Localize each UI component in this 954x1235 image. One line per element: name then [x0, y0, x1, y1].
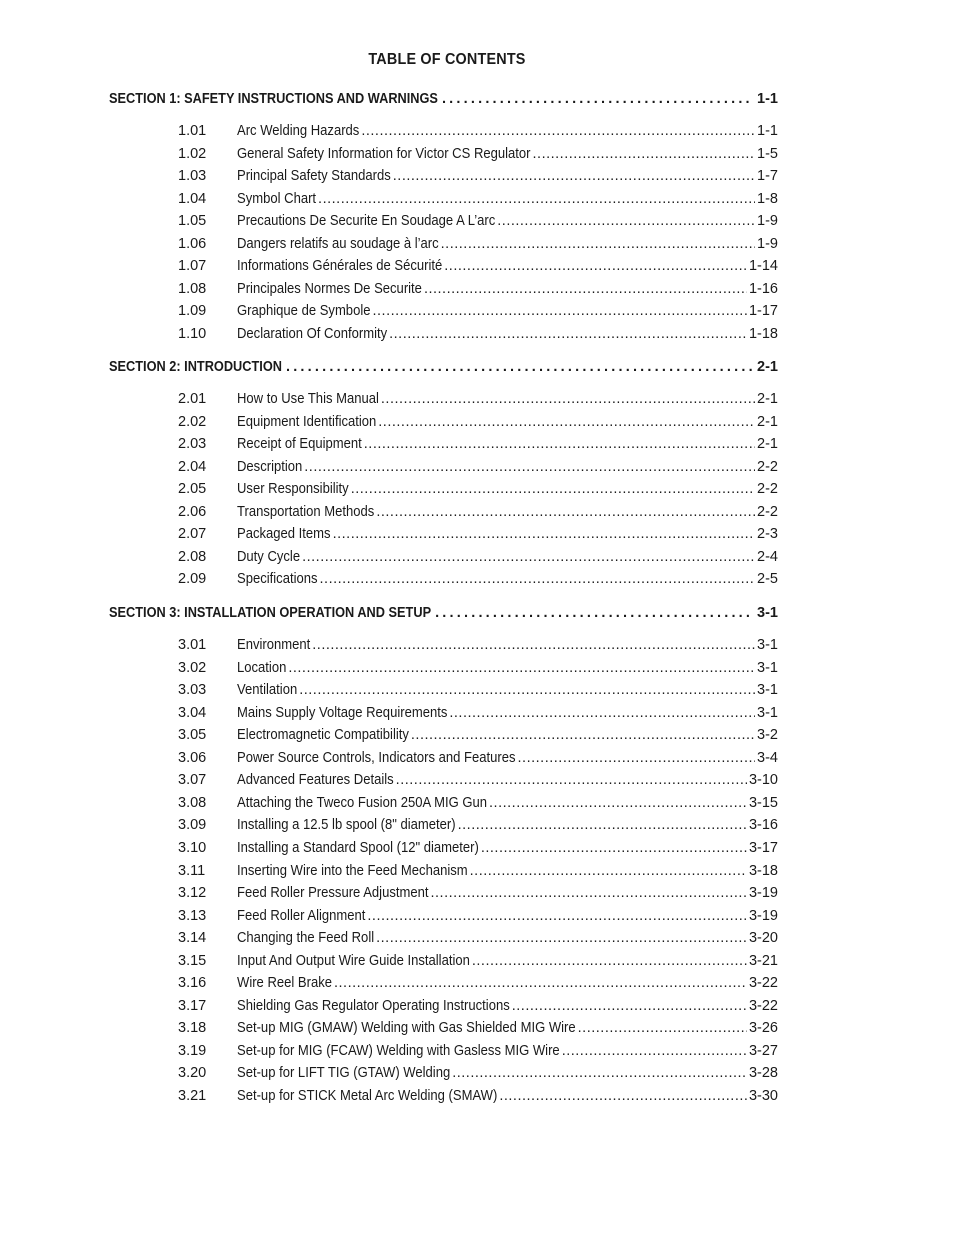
- entry-title-wrap: [237, 549, 300, 565]
- entry-number: 3.10: [178, 839, 207, 856]
- entry-title-wrap: [237, 772, 394, 788]
- entry-title: Equipment Identification: [237, 413, 377, 430]
- entry-title: Graphique de Symbole: [237, 303, 371, 320]
- entry-title-wrap: [237, 504, 374, 520]
- toc-entry[interactable]: [178, 727, 778, 747]
- dot-leader: [470, 863, 747, 879]
- entry-number: 3.17: [178, 997, 207, 1014]
- entry-title: Declaration Of Conformity: [237, 325, 388, 342]
- entry-title: Installing a Standard Spool (12" diameter): [237, 839, 479, 856]
- toc-entry[interactable]: [178, 908, 778, 928]
- entry-page-number: 1-9: [757, 213, 778, 230]
- entry-title: Principal Safety Standards: [237, 168, 391, 185]
- entry-page-number: 3-18: [748, 862, 778, 879]
- entry-page-number: 3-21: [748, 952, 778, 969]
- dot-leader: [472, 953, 747, 969]
- toc-entry[interactable]: [178, 885, 778, 905]
- entry-title-wrap: [237, 168, 391, 184]
- entry-title: Informations Générales de Sécurité: [237, 258, 443, 275]
- entry-title-wrap: [237, 975, 332, 991]
- section-heading-3[interactable]: [109, 605, 778, 625]
- toc-entry[interactable]: [178, 414, 778, 434]
- toc-entry[interactable]: [178, 549, 778, 569]
- entry-page-number: 3-27: [748, 1042, 778, 1059]
- toc-entry[interactable]: [178, 459, 778, 479]
- entry-number: 2.09: [178, 571, 207, 588]
- section-heading-title-wrap: [109, 605, 431, 621]
- dot-leader: [518, 750, 756, 766]
- section-heading-title: SECTION 3: INSTALLATION OPERATION AND SETUP: [109, 605, 432, 621]
- entry-title: Set-up for MIG (FCAW) Welding with Gasless MIG Wire: [237, 1042, 560, 1059]
- entry-number: 2.08: [178, 548, 207, 565]
- entry-number: 1.04: [178, 190, 207, 207]
- entry-number: 3.05: [178, 727, 207, 744]
- entry-page-number: 3-30: [748, 1088, 778, 1104]
- entry-title: Changing the Feed Roll: [237, 930, 375, 947]
- toc-entry[interactable]: [178, 1043, 778, 1063]
- entry-number: 2.05: [178, 481, 207, 498]
- entry-title-wrap: [237, 953, 470, 969]
- entry-title-wrap: [237, 863, 468, 879]
- entry-page-number: 1-5: [757, 145, 778, 162]
- section-heading-1[interactable]: [109, 91, 778, 111]
- toc-entry[interactable]: [178, 236, 778, 256]
- entry-number: 3.01: [178, 637, 207, 653]
- entry-page-number: 3-28: [748, 1065, 778, 1082]
- entry-page-number: 3-16: [748, 817, 778, 834]
- entry-number: 2.04: [178, 458, 207, 475]
- toc-entry[interactable]: [178, 930, 778, 950]
- entry-page-number: 3-22: [748, 975, 778, 992]
- entry-title: Feed Roller Alignment: [237, 907, 366, 924]
- dot-leader: [318, 191, 755, 207]
- dot-leader: [497, 213, 755, 229]
- entry-title-wrap: [237, 213, 495, 229]
- entry-title: Ventilation: [237, 682, 298, 699]
- dot-leader: [378, 414, 755, 430]
- toc-entry[interactable]: [178, 213, 778, 233]
- section-heading-title-wrap: [109, 359, 282, 375]
- entry-title: How to Use This Manual: [237, 391, 379, 407]
- entry-title: Arc Welding Hazards: [237, 123, 360, 139]
- entry-number: 3.21: [178, 1088, 207, 1104]
- dot-leader: [411, 727, 755, 743]
- toc-entry[interactable]: [178, 705, 778, 725]
- dot-leader: [441, 236, 755, 252]
- dot-leader: [499, 1088, 747, 1104]
- dot-leader: [320, 571, 756, 587]
- entry-number: 2.07: [178, 526, 207, 543]
- entry-title-wrap: [237, 459, 302, 475]
- toc-entry[interactable]: [178, 863, 778, 883]
- dot-leader: [512, 998, 747, 1014]
- toc-entry[interactable]: [178, 281, 778, 301]
- entry-title-wrap: [237, 727, 409, 743]
- entry-page-number: 2-1: [757, 436, 778, 453]
- entry-title: Feed Roller Pressure Adjustment: [237, 885, 429, 902]
- dot-leader: [481, 840, 747, 856]
- entry-title-wrap: [237, 258, 442, 274]
- dot-leader: [367, 908, 747, 924]
- entry-title: Location: [237, 659, 287, 676]
- dot-leader: [562, 1043, 747, 1059]
- toc-entry[interactable]: [178, 526, 778, 546]
- entry-number: 3.03: [178, 682, 207, 699]
- entry-page-number: 3-22: [748, 997, 778, 1014]
- entry-title-wrap: [237, 436, 362, 452]
- entry-title: Wire Reel Brake: [237, 975, 333, 992]
- toc-entry[interactable]: [178, 660, 778, 680]
- entry-title: Receipt of Equipment: [237, 436, 362, 453]
- entry-number: 1.09: [178, 303, 207, 320]
- entry-title-wrap: [237, 146, 531, 162]
- section-page-number: 3-1: [757, 605, 778, 621]
- dot-leader: [489, 795, 747, 811]
- entry-page-number: 1-1: [757, 123, 778, 139]
- toc-entry[interactable]: [178, 998, 778, 1018]
- entry-title-wrap: [237, 1065, 450, 1081]
- entry-title-wrap: [237, 481, 349, 497]
- dot-leader: [333, 526, 755, 542]
- entry-title-wrap: [237, 303, 370, 319]
- entry-title-wrap: [237, 817, 456, 833]
- entry-number: 1.08: [178, 280, 207, 297]
- entry-page-number: 1-18: [748, 325, 778, 342]
- entry-title-wrap: [237, 1088, 497, 1104]
- toc-entry[interactable]: [178, 326, 778, 346]
- dot-leader: [364, 436, 755, 452]
- entry-title-wrap: [237, 637, 310, 653]
- entry-number: 1.07: [178, 258, 207, 275]
- section-heading-title: SECTION 1: SAFETY INSTRUCTIONS AND WARNINGS: [109, 91, 438, 107]
- entry-number: 3.04: [178, 704, 207, 721]
- entry-number: 3.09: [178, 817, 207, 834]
- dot-leader: [376, 504, 755, 520]
- entry-number: 1.06: [178, 235, 207, 252]
- entry-number: 3.02: [178, 659, 207, 676]
- entry-title: Shielding Gas Regulator Operating Instructions: [237, 997, 510, 1014]
- entry-title: Installing a 12.5 lb spool (8" diameter): [237, 817, 456, 834]
- entry-page-number: 1-14: [748, 258, 778, 275]
- entry-title: User Responsibility: [237, 481, 349, 498]
- section-page-number: 1-1: [757, 91, 778, 107]
- dot-leader: [449, 705, 755, 721]
- entry-page-number: 1-8: [757, 190, 778, 207]
- page-title: TABLE OF CONTENTS: [368, 51, 526, 68]
- entry-title: Set-up MIG (GMAW) Welding with Gas Shielded MIG Wire: [237, 1020, 576, 1037]
- entry-page-number: 3-1: [757, 659, 778, 676]
- entry-title: Advanced Features Details: [237, 772, 394, 789]
- toc-entry[interactable]: [178, 258, 778, 278]
- entry-page-number: 3-1: [757, 704, 778, 721]
- entry-title-wrap: [237, 326, 387, 342]
- entry-page-number: 3-17: [748, 839, 778, 856]
- entry-page-number: 3-2: [757, 727, 778, 744]
- entry-page-number: 3-26: [748, 1020, 778, 1037]
- dot-leader: [288, 660, 755, 676]
- entry-number: 2.03: [178, 436, 207, 453]
- entry-title-wrap: [237, 795, 487, 811]
- entry-title-wrap: [237, 1043, 560, 1059]
- entry-number: 3.11: [178, 862, 206, 879]
- entry-title-wrap: [237, 908, 365, 924]
- entry-page-number: 2-4: [757, 548, 778, 565]
- entry-title: Set-up for LIFT TIG (GTAW) Welding: [237, 1065, 451, 1082]
- toc-entry[interactable]: [178, 1088, 778, 1108]
- toc-entry[interactable]: [178, 1065, 778, 1085]
- entry-title-wrap: [237, 391, 379, 407]
- toc-entry[interactable]: [178, 953, 778, 973]
- dot-leader: [351, 481, 755, 497]
- entry-number: 2.01: [178, 391, 207, 407]
- toc-entry[interactable]: [178, 682, 778, 702]
- entry-title: Transportation Methods: [237, 503, 375, 520]
- entry-page-number: 2-2: [757, 503, 778, 520]
- entry-number: 2.02: [178, 413, 207, 430]
- entry-number: 1.01: [178, 123, 207, 139]
- dot-leader: [396, 772, 747, 788]
- entry-title-wrap: [237, 998, 510, 1014]
- entry-page-number: 3-20: [748, 930, 778, 947]
- dot-leader: [286, 359, 753, 375]
- entry-title: Attaching the Tweco Fusion 250A MIG Gun: [237, 794, 488, 811]
- entry-page-number: 3-1: [757, 637, 778, 653]
- entry-title-wrap: [237, 571, 318, 587]
- entry-page-number: 2-1: [757, 413, 778, 430]
- entry-title-wrap: [237, 705, 447, 721]
- entry-number: 3.13: [178, 907, 207, 924]
- dot-leader: [389, 326, 747, 342]
- entry-number: 3.15: [178, 952, 207, 969]
- dot-leader: [312, 637, 755, 653]
- entry-title: Symbol Chart: [237, 190, 317, 207]
- toc-entry[interactable]: [178, 436, 778, 456]
- entry-title: Mains Supply Voltage Requirements: [237, 704, 448, 721]
- entry-number: 1.02: [178, 145, 207, 162]
- entry-number: 3.19: [178, 1042, 207, 1059]
- dot-leader: [376, 930, 747, 946]
- section-heading-title: SECTION 2: INTRODUCTION: [109, 359, 282, 375]
- entry-number: 3.12: [178, 885, 207, 902]
- toc-entry[interactable]: [178, 191, 778, 211]
- entry-page-number: 3-19: [748, 907, 778, 924]
- toc-entry[interactable]: [178, 817, 778, 837]
- toc-entry[interactable]: [178, 504, 778, 524]
- dot-leader: [452, 1065, 747, 1081]
- dot-leader: [299, 682, 755, 698]
- entry-number: 1.05: [178, 213, 207, 230]
- toc-entry[interactable]: [178, 123, 778, 143]
- dot-leader: [533, 146, 756, 162]
- toc-entry[interactable]: [178, 795, 778, 815]
- toc-entry[interactable]: [178, 146, 778, 166]
- section-heading-title-wrap: [109, 91, 438, 107]
- entry-title-wrap: [237, 885, 428, 901]
- entry-page-number: 3-15: [748, 794, 778, 811]
- entry-title: Description: [237, 458, 303, 475]
- section-heading-2[interactable]: [109, 359, 778, 379]
- dot-leader: [304, 459, 755, 475]
- entry-title: Packaged Items: [237, 526, 331, 543]
- dot-leader: [393, 168, 755, 184]
- entry-title: Principales Normes De Securite: [237, 280, 422, 297]
- entry-title-wrap: [237, 526, 331, 542]
- toc-entry[interactable]: [178, 1020, 778, 1040]
- entry-number: 1.10: [178, 325, 207, 342]
- entry-title-wrap: [237, 930, 374, 946]
- dot-leader: [435, 605, 753, 621]
- entry-title-wrap: [237, 1020, 576, 1036]
- entry-title: Precautions De Securite En Soudage A L’arc: [237, 213, 496, 230]
- toc-entry[interactable]: [178, 303, 778, 323]
- entry-title: Environment: [237, 637, 311, 653]
- entry-page-number: 2-2: [757, 458, 778, 475]
- toc-entry[interactable]: [178, 975, 778, 995]
- entry-title: Specifications: [237, 571, 318, 588]
- entry-page-number: 1-7: [757, 168, 778, 185]
- dot-leader: [578, 1020, 747, 1036]
- entry-title-wrap: [237, 281, 422, 297]
- entry-number: 3.20: [178, 1065, 207, 1082]
- toc-entry[interactable]: [178, 750, 778, 770]
- entry-title: General Safety Information for Victor CS Regulator: [237, 145, 531, 162]
- entry-page-number: 3-10: [748, 772, 778, 789]
- toc-entry[interactable]: [178, 168, 778, 188]
- entry-page-number: 3-1: [757, 682, 778, 699]
- entry-title-wrap: [237, 660, 286, 676]
- dot-leader: [458, 817, 747, 833]
- entry-page-number: 1-16: [748, 280, 778, 297]
- entry-title: Power Source Controls, Indicators and Features: [237, 749, 516, 766]
- entry-page-number: 2-2: [757, 481, 778, 498]
- entry-title: Dangers relatifs au soudage à l’arc: [237, 235, 439, 252]
- dot-leader: [381, 391, 755, 407]
- toc-entry[interactable]: [178, 481, 778, 501]
- section-page-number: 2-1: [757, 359, 778, 375]
- entry-page-number: 2-3: [757, 526, 778, 543]
- entry-number: 3.16: [178, 975, 207, 992]
- dot-leader: [372, 303, 746, 319]
- entry-page-number: 2-1: [757, 391, 778, 407]
- entry-number: 2.06: [178, 503, 207, 520]
- entry-page-number: 2-5: [757, 571, 778, 588]
- entry-number: 3.07: [178, 772, 207, 789]
- entry-title-wrap: [237, 840, 479, 856]
- entry-title-wrap: [237, 682, 297, 698]
- toc-entry[interactable]: [178, 571, 778, 591]
- entry-title: Electromagnetic Compatibility: [237, 727, 409, 744]
- entry-title: Duty Cycle: [237, 548, 301, 565]
- entry-number: 3.14: [178, 930, 207, 947]
- toc-entry[interactable]: [178, 391, 778, 411]
- entry-number: 3.06: [178, 749, 207, 766]
- dot-leader: [302, 549, 755, 565]
- toc-entry[interactable]: [178, 637, 778, 657]
- entry-title-wrap: [237, 123, 359, 139]
- entry-title: Set-up for STICK Metal Arc Welding (SMAW): [237, 1088, 498, 1104]
- entry-title-wrap: [237, 236, 439, 252]
- entry-number: 1.03: [178, 168, 207, 185]
- entry-number: 3.18: [178, 1020, 207, 1037]
- toc-entry[interactable]: [178, 840, 778, 860]
- dot-leader: [430, 885, 746, 901]
- dot-leader: [442, 91, 753, 107]
- dot-leader: [424, 281, 747, 297]
- entry-number: 3.08: [178, 794, 207, 811]
- dot-leader: [334, 975, 747, 991]
- entry-title: Input And Output Wire Guide Installation: [237, 952, 470, 969]
- entry-title-wrap: [237, 414, 376, 430]
- entry-page-number: 3-19: [748, 885, 778, 902]
- entry-title-wrap: [237, 191, 316, 207]
- dot-leader: [361, 123, 755, 139]
- dot-leader: [444, 258, 747, 274]
- entry-page-number: 1-17: [748, 303, 778, 320]
- entry-page-number: 1-9: [757, 235, 778, 252]
- entry-title: Inserting Wire into the Feed Mechanism: [237, 862, 468, 879]
- toc-entry[interactable]: [178, 772, 778, 792]
- entry-title-wrap: [237, 750, 516, 766]
- entry-page-number: 3-4: [757, 749, 778, 766]
